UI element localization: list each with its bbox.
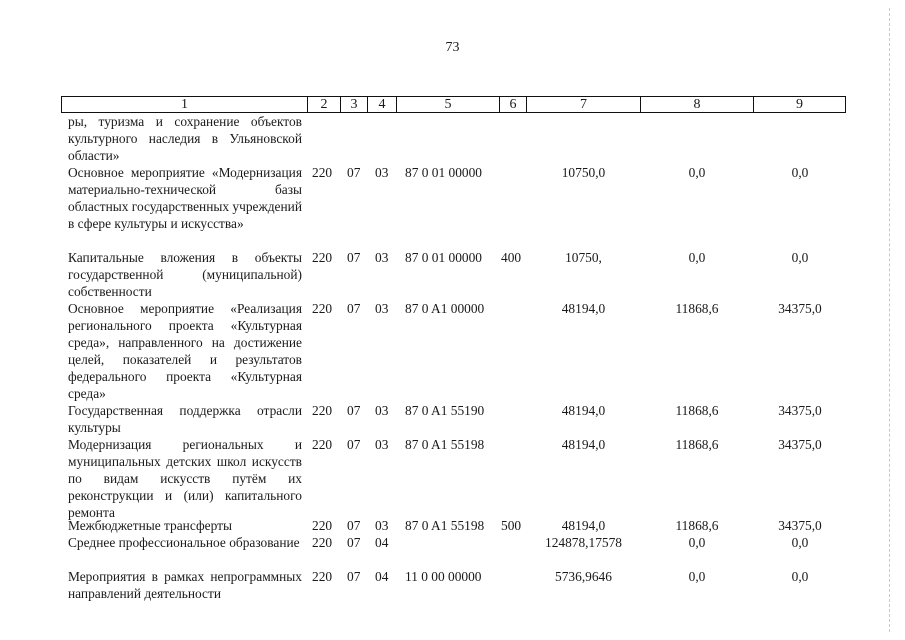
row-name: Модернизация региональных и муниципальных детских школ искусств по видам искусств путём их реконструкции и (или) капитального ремонта [68,437,302,520]
cell-value-8: 0,0 [688,535,706,550]
cell-code-5: 87 0 A1 00000 [405,301,485,316]
cell-value-8: 0,0 [688,569,706,584]
cell-value-7: 48194,0 [561,403,606,418]
cell-code-3: 07 [347,301,361,316]
cell-code-2: 220 [312,403,333,418]
row-name: Межбюджетные трансферты [68,518,232,533]
cell-value-9: 34375,0 [778,403,822,418]
cell-code-3: 07 [347,403,361,418]
header-cell-7: 7 [526,96,640,113]
cell-code-3: 07 [347,250,361,265]
cell-code-5: 87 0 A1 55198 [405,518,485,533]
cell-value-9: 34375,0 [778,301,822,316]
header-cell-9: 9 [753,96,846,113]
header-cell-1: 1 [61,96,307,113]
cell-code-5: 11 0 00 00000 [405,569,482,584]
cell-value-7: 48194,0 [561,437,606,452]
cell-code-4: 03 [375,165,389,180]
page-number: 73 [445,40,460,55]
cell-value-7: 48194,0 [561,518,606,533]
cell-value-7: 48194,0 [561,301,606,316]
cell-code-4: 03 [375,518,389,533]
cell-value-8: 11868,6 [675,437,719,452]
cell-code-4: 04 [375,535,389,550]
cell-code-2: 220 [312,569,333,584]
header-cell-6: 6 [499,96,526,113]
cell-code-3: 07 [347,518,361,533]
cell-code-6: 500 [501,518,522,533]
cell-code-3: 07 [347,437,361,452]
row-name: Мероприятия в рамках непрограммных направлений деятельности [68,569,302,601]
header-cell-4: 4 [367,96,396,113]
cell-value-8: 0,0 [688,165,706,180]
cell-code-4: 03 [375,437,389,452]
cell-code-2: 220 [312,518,333,533]
header-cell-8: 8 [640,96,753,113]
cell-code-2: 220 [312,301,333,316]
header-cell-3: 3 [340,96,367,113]
cell-value-9: 0,0 [791,535,809,550]
row-name: ры, туризма и сохранение объектов культурного наследия в Ульяновской области» [68,114,302,163]
cell-value-8: 11868,6 [675,403,719,418]
cell-value-9: 0,0 [791,569,809,584]
cell-value-9: 0,0 [791,165,809,180]
cell-value-9: 34375,0 [778,518,822,533]
cell-code-5: 87 0 A1 55198 [405,437,485,452]
cell-code-4: 04 [375,569,389,584]
cell-value-8: 11868,6 [675,301,719,316]
row-name: Капитальные вложения в объекты государственной (муниципальной) собственности [68,250,302,299]
header-cell-5: 5 [396,96,499,113]
header-cell-2: 2 [307,96,340,113]
cell-value-8: 11868,6 [675,518,719,533]
cell-code-2: 220 [312,250,333,265]
cell-code-2: 220 [312,535,333,550]
cell-value-8: 0,0 [688,250,706,265]
cell-code-3: 07 [347,535,361,550]
cell-code-3: 07 [347,569,361,584]
cell-code-5: 87 0 A1 55190 [405,403,485,418]
cell-value-9: 0,0 [791,250,809,265]
cell-code-6: 400 [501,250,522,265]
cell-code-2: 220 [312,437,333,452]
row-name: Государственная поддержка отрасли культуры [68,403,302,435]
cell-code-4: 03 [375,403,389,418]
row-name: Основное мероприятие «Модернизация материально-технической базы областных государственных учреждений в сфере культуры и искусства» [68,165,302,231]
cell-value-9: 34375,0 [778,437,822,452]
row-name: Основное мероприятие «Реализация регионального проекта «Культурная среда», направленного на достижение целей, показателей и результатов федерального проекта «Культурная среда» [68,301,302,401]
cell-value-7: 5736,9646 [555,569,612,584]
cell-code-4: 03 [375,301,389,316]
scan-edge-divider [889,8,890,632]
cell-value-7: 124878,17578 [545,535,622,550]
cell-value-7: 10750,0 [561,165,606,180]
cell-code-2: 220 [312,165,333,180]
cell-code-5: 87 0 01 00000 [405,165,482,180]
cell-code-4: 03 [375,250,389,265]
cell-code-3: 07 [347,165,361,180]
row-name: Среднее профессиональное образование [68,535,300,550]
cell-value-7: 10750, [565,250,602,265]
cell-code-5: 87 0 01 00000 [405,250,482,265]
